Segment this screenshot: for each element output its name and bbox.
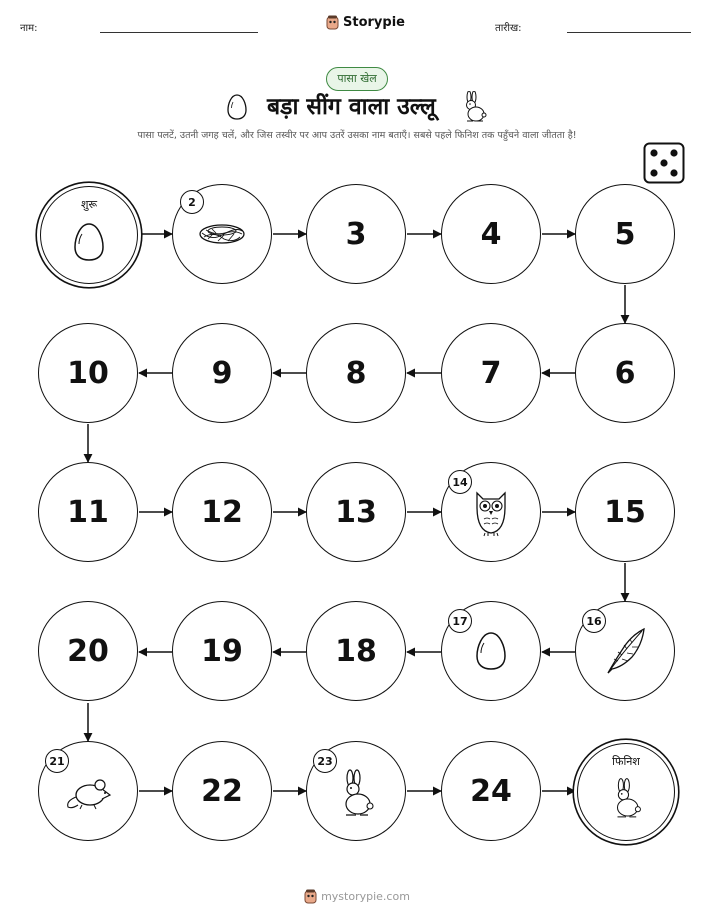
square-badge: 23 [313, 749, 337, 773]
mascot-icon [304, 889, 317, 904]
egg-icon [474, 630, 508, 672]
square-12: 12 [172, 462, 272, 562]
square-20: 20 [38, 601, 138, 701]
square-10: 10 [38, 323, 138, 423]
square-13: 13 [306, 462, 406, 562]
square-18: 18 [306, 601, 406, 701]
footer [0, 889, 714, 904]
owl-icon [471, 487, 511, 537]
square-8: 8 [306, 323, 406, 423]
mouse-icon [62, 775, 114, 811]
nest-icon [198, 221, 246, 247]
square-3: 3 [306, 184, 406, 284]
feather-icon [602, 625, 648, 677]
square-badge: 17 [448, 609, 472, 633]
name-label: नाम: [20, 23, 38, 34]
brand-name: Storypie [343, 15, 405, 30]
square-7: 7 [441, 323, 541, 423]
finish-label: फिनिश [612, 755, 640, 768]
egg-icon [72, 221, 106, 263]
rabbit-icon [336, 769, 376, 819]
start-square [40, 186, 138, 284]
game-tag: पासा खेल [326, 67, 388, 91]
footer-site[interactable]: mystorypie.com [321, 890, 410, 903]
start-label: शुरू [80, 198, 98, 211]
square-24: 24 [441, 741, 541, 841]
rabbit-icon [609, 777, 643, 821]
instructions: पासा पलटें, उतनी जगह चलें, और जिस तस्वीर पर आप उतरें उसका नाम बताएँ। सबसे पहले फिनिश तक पहुँचने वाला जीतता है! [137, 130, 577, 141]
square-4: 4 [441, 184, 541, 284]
date-label: तारीख: [495, 23, 522, 34]
square-badge: 16 [582, 609, 606, 633]
square-22: 22 [172, 741, 272, 841]
square-15: 15 [575, 462, 675, 562]
square-badge: 21 [45, 749, 69, 773]
square-5: 5 [575, 184, 675, 284]
square-badge: 14 [448, 470, 472, 494]
square-6: 6 [575, 323, 675, 423]
square-11: 11 [38, 462, 138, 562]
finish-square [577, 743, 675, 841]
square-19: 19 [172, 601, 272, 701]
square-badge: 2 [180, 190, 204, 214]
page-title: बड़ा सींग वाला उल्लू [267, 94, 436, 120]
square-9: 9 [172, 323, 272, 423]
